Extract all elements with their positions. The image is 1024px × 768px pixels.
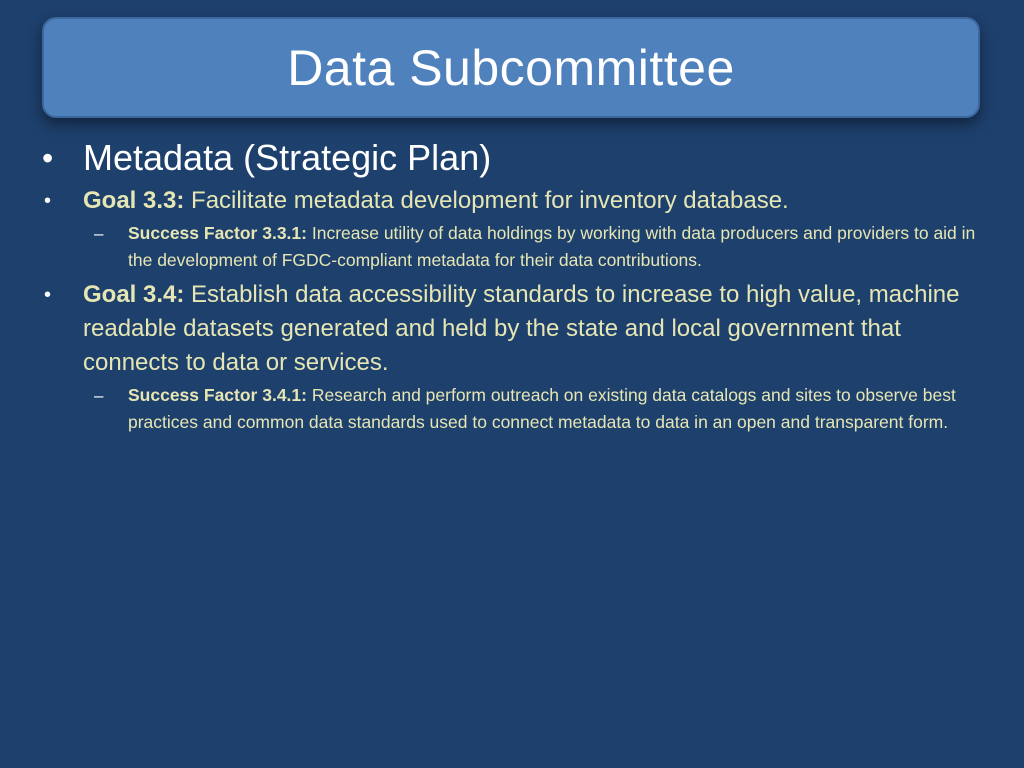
bullet-item-success-factor-3-4-1 bbox=[38, 382, 998, 436]
title-box bbox=[42, 17, 980, 118]
goal-label: Goal 3.4: bbox=[83, 281, 185, 308]
bullet-body bbox=[128, 382, 998, 436]
bullet-item-metadata bbox=[38, 136, 998, 180]
bullet-dot-icon: • bbox=[44, 190, 52, 212]
bullet-dot-icon: • bbox=[42, 140, 54, 176]
bullet-item-success-factor-3-3-1 bbox=[38, 220, 998, 274]
bullet-list bbox=[38, 136, 998, 436]
bullet-item-goal-3-4 bbox=[38, 278, 998, 380]
success-factor-label: Success Factor 3.3.1: bbox=[128, 223, 307, 243]
goal-label: Goal 3.3: bbox=[83, 187, 185, 214]
bullet-item-goal-3-3 bbox=[38, 184, 998, 218]
bullet-body bbox=[83, 278, 998, 380]
bullet-dot-icon: • bbox=[44, 284, 52, 306]
success-factor-label: Success Factor 3.4.1: bbox=[128, 385, 307, 405]
dash-icon: – bbox=[94, 224, 104, 243]
bullet-body bbox=[83, 184, 998, 218]
success-factor-text: Research and perform outreach on existing data catalogs and sites to observe best practices and common data standards used to connect metadata to data in an open and transparent form. bbox=[128, 385, 956, 432]
bullet-text: Metadata (Strategic Plan) bbox=[83, 137, 492, 178]
dash-icon: – bbox=[94, 386, 104, 405]
success-factor-text: Increase utility of data holdings by working with data producers and providers to aid in the development of FGDC-compliant metadata for their data contributions. bbox=[128, 223, 976, 270]
goal-text: Facilitate metadata development for inventory database. bbox=[184, 187, 789, 214]
slide-title: Data Subcommittee bbox=[287, 39, 735, 96]
bullet-body bbox=[128, 220, 998, 274]
goal-text: Establish data accessibility standards to increase to high value, machine readable datasets generated and held by the state and local government that connects to data or services. bbox=[83, 281, 960, 376]
